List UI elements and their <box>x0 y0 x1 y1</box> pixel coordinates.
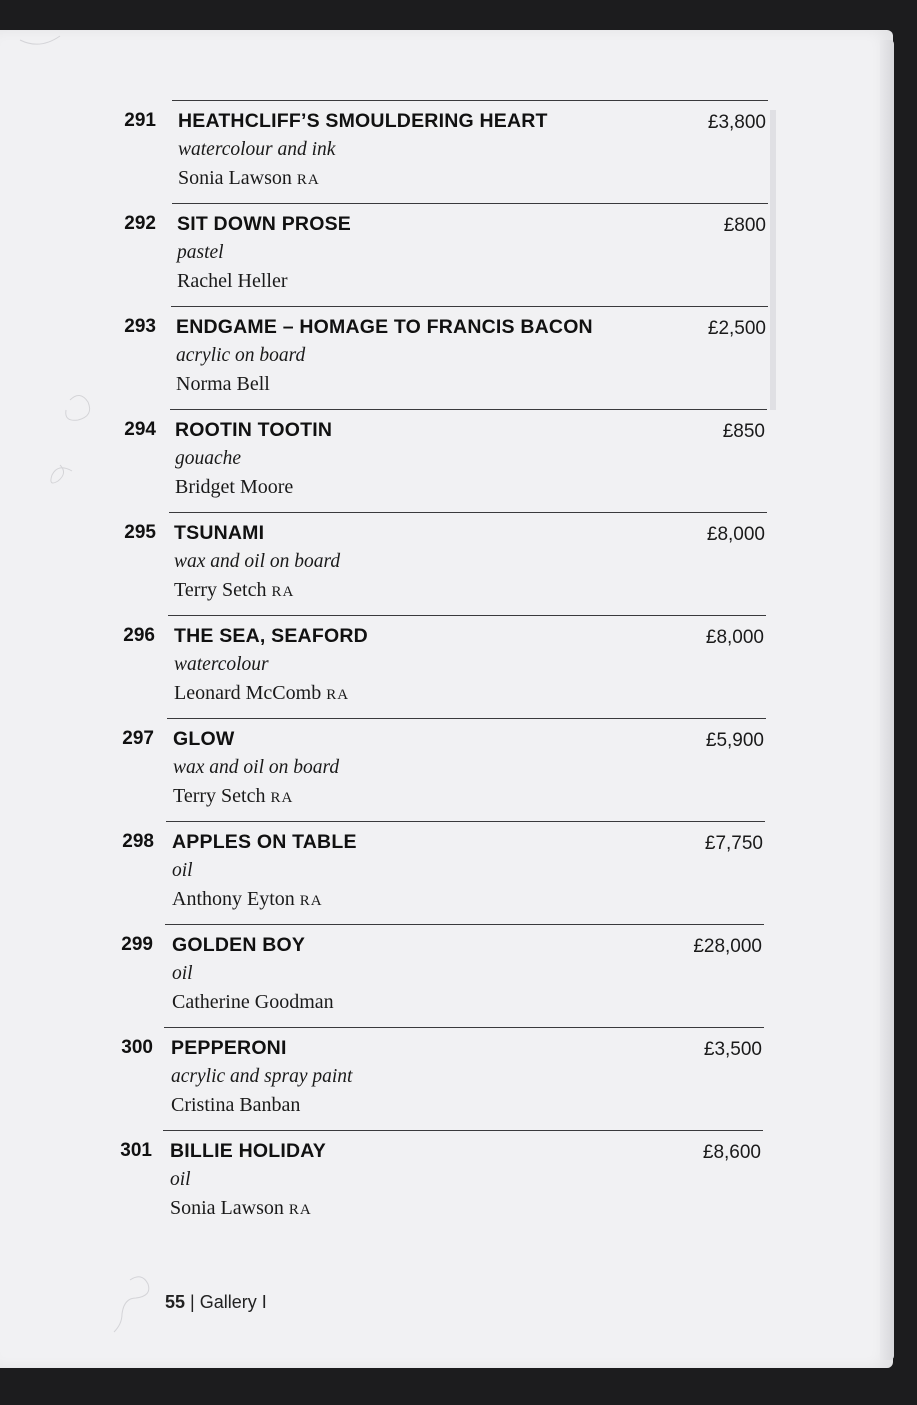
artist-name: Norma Bell <box>176 373 270 395</box>
footer-separator: | <box>190 1292 195 1312</box>
artwork-title: APPLES ON TABLE <box>172 831 357 853</box>
artist-honour: RA <box>299 893 323 909</box>
catalogue-number: 301 <box>120 1140 152 1161</box>
artwork-entry <box>121 924 764 1027</box>
artist-honour: RA <box>326 687 350 703</box>
artwork-price: £8,000 <box>705 627 764 648</box>
artist-line <box>174 682 349 705</box>
catalogue-number: 291 <box>124 110 156 131</box>
artwork-medium: pastel <box>177 242 224 263</box>
artwork-title: HEATHCLIFF’S SMOULDERING HEART <box>178 110 548 132</box>
footer-section: Gallery I <box>199 1292 267 1312</box>
artwork-entry <box>124 409 767 512</box>
artist-name: Sonia Lawson <box>170 1197 284 1219</box>
artwork-price: £850 <box>722 421 765 442</box>
artist-line <box>175 476 293 499</box>
artwork-entry <box>123 615 766 718</box>
artist-honour: RA <box>270 790 294 806</box>
artwork-price: £8,600 <box>702 1142 761 1163</box>
artist-honour: RA <box>288 1202 312 1218</box>
catalogue-number: 292 <box>124 213 156 234</box>
artist-name: Terry Setch <box>173 785 266 807</box>
artist-line <box>173 785 293 808</box>
artist-name: Cristina Banban <box>171 1094 301 1116</box>
artwork-medium: oil <box>172 860 193 881</box>
artwork-medium: oil <box>172 963 193 984</box>
page-footer <box>165 1292 267 1313</box>
artwork-entry <box>122 718 766 821</box>
artwork-entry <box>124 512 767 615</box>
artwork-entry <box>124 306 768 409</box>
artist-line <box>177 270 288 293</box>
artwork-entry <box>122 821 765 924</box>
catalogue-number: 299 <box>121 934 153 955</box>
artwork-price: £8,000 <box>706 524 765 545</box>
artwork-title: SIT DOWN PROSE <box>177 213 351 235</box>
catalogue-number: 294 <box>124 419 156 440</box>
artwork-medium: acrylic and spray paint <box>171 1066 353 1087</box>
artwork-title: GOLDEN BOY <box>172 934 306 956</box>
page-number: 55 <box>165 1292 186 1312</box>
catalogue-number: 300 <box>121 1037 153 1058</box>
artwork-title: TSUNAMI <box>174 522 265 544</box>
artwork-medium: acrylic on board <box>176 345 306 366</box>
artist-name: Catherine Goodman <box>172 991 334 1013</box>
artist-name: Leonard McComb <box>174 682 322 704</box>
artwork-price: £7,750 <box>704 833 763 854</box>
artwork-entry <box>120 1130 763 1233</box>
artwork-price: £800 <box>723 215 766 236</box>
artwork-medium: gouache <box>175 448 242 469</box>
artist-line <box>178 167 320 190</box>
artist-line <box>170 1197 312 1220</box>
catalogue-number: 295 <box>124 522 156 543</box>
artwork-medium: oil <box>170 1169 191 1190</box>
artist-line <box>176 373 270 396</box>
artwork-medium: watercolour and ink <box>178 139 336 160</box>
artwork-price: £3,800 <box>707 112 766 133</box>
artwork-title: THE SEA, SEAFORD <box>174 625 368 647</box>
artwork-medium: wax and oil on board <box>173 757 340 778</box>
catalogue-number: 297 <box>122 728 154 749</box>
artist-name: Anthony Eyton <box>172 888 295 910</box>
artist-name: Bridget Moore <box>175 476 294 498</box>
artwork-price: £5,900 <box>705 730 764 751</box>
artist-line <box>172 888 323 911</box>
artwork-medium: wax and oil on board <box>174 551 341 572</box>
artwork-list <box>0 100 917 1233</box>
artist-name: Rachel Heller <box>177 270 288 292</box>
artwork-price: £3,500 <box>703 1039 762 1060</box>
catalogue-number: 296 <box>123 625 155 646</box>
artwork-title: PEPPERONI <box>171 1037 287 1059</box>
artwork-medium: watercolour <box>174 654 269 675</box>
artist-line <box>172 991 334 1014</box>
artist-name: Terry Setch <box>174 579 267 601</box>
artist-line <box>174 579 294 602</box>
artwork-price: £2,500 <box>707 318 766 339</box>
artwork-price: £28,000 <box>693 936 762 957</box>
artwork-entry <box>124 100 768 203</box>
artwork-title: ENDGAME – HOMAGE TO FRANCIS BACON <box>176 316 593 338</box>
artist-line <box>171 1094 300 1117</box>
catalogue-number: 298 <box>122 831 154 852</box>
catalogue-number: 293 <box>124 316 156 337</box>
artist-honour: RA <box>296 172 320 188</box>
artwork-title: GLOW <box>173 728 235 750</box>
artist-name: Sonia Lawson <box>178 167 292 189</box>
artwork-entry <box>124 203 768 306</box>
artist-honour: RA <box>271 584 295 600</box>
artwork-title: BILLIE HOLIDAY <box>170 1140 326 1162</box>
artwork-title: ROOTIN TOOTIN <box>175 419 333 441</box>
artwork-entry <box>121 1027 764 1130</box>
